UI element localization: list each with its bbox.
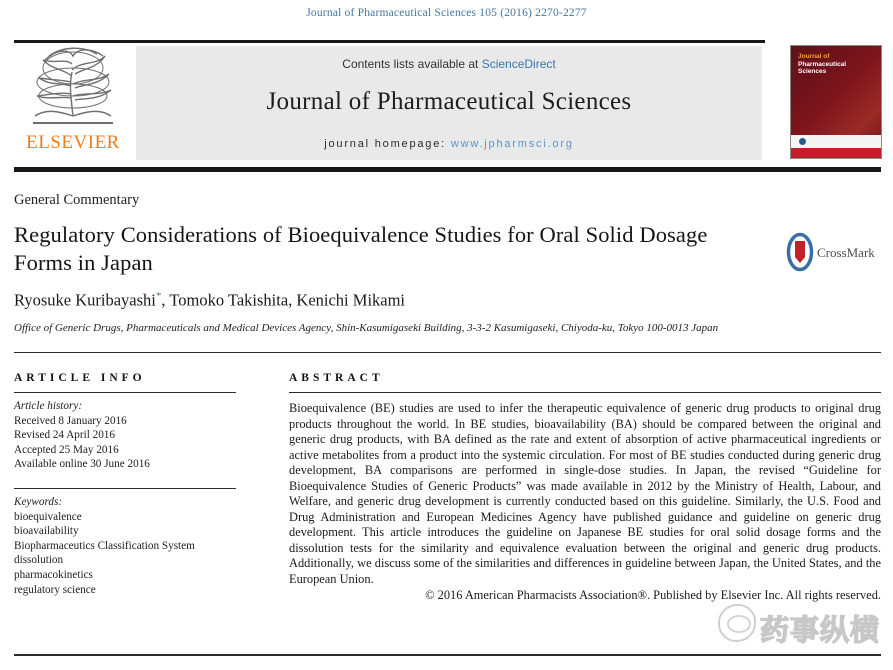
elsevier-wordmark: ELSEVIER: [26, 132, 120, 153]
homepage-link[interactable]: www.jpharmsci.org: [450, 138, 574, 150]
elsevier-logo: [14, 46, 132, 160]
watermark-text: 药事纵横: [760, 615, 881, 647]
homepage-line: [136, 138, 762, 150]
history-item: Revised 24 April 2016: [14, 429, 115, 442]
crossmark-badge[interactable]: [786, 231, 886, 273]
history-item: Accepted 25 May 2016: [14, 443, 119, 456]
header-rule: [14, 167, 881, 172]
article-title: Regulatory Considerations of Bioequivalence Studies for Oral Solid Dosage Forms in Japan: [14, 222, 708, 275]
crossmark-label: CrossMark: [817, 245, 875, 260]
divider-rule: [14, 352, 881, 353]
article-history-label: Article history:: [14, 400, 83, 412]
history-item: Available online 30 June 2016: [14, 458, 150, 471]
keywords-block: [14, 489, 236, 605]
top-rule: [14, 40, 765, 43]
keyword-item: bioavailability: [14, 525, 79, 538]
citation-line: Journal of Pharmaceutical Sciences 105 (2016) 2270-2277: [306, 7, 587, 19]
contents-text: Contents lists available at: [342, 57, 482, 71]
watermark-logo-icon: [718, 604, 756, 642]
journal-title: Journal of Pharmaceutical Sciences: [266, 88, 632, 115]
cover-title-line1: Journal of: [798, 53, 830, 60]
article-info-column: [14, 372, 236, 605]
journal-header-box: [136, 46, 762, 160]
cover-title-line3: Sciences: [798, 68, 827, 75]
author-name: Ryosuke Kuribayashi: [14, 290, 156, 310]
affiliation: Office of Generic Drugs, Pharmaceuticals and Medical Devices Agency, Shin-Kasumigaseki Building, 3-3-2 Kasumigaseki, Chiyoda-ku, Tokyo 100-0013 Japan: [14, 322, 719, 334]
abstract-heading: ABSTRACT: [289, 372, 384, 384]
abstract-column: [289, 372, 881, 603]
author-names-rest: , Tomoko Takishita, Kenichi Mikami: [161, 290, 406, 310]
crossmark-icon: [786, 231, 814, 273]
keyword-item: Biopharmaceutics Classification System: [14, 539, 195, 552]
keyword-item: dissolution: [14, 554, 64, 567]
abstract-rule: [289, 392, 881, 393]
cover-title-line2: Pharmaceutical: [798, 60, 847, 68]
contents-line: [136, 57, 762, 71]
bottom-rule: [14, 654, 881, 656]
author-list: [14, 290, 405, 311]
elsevier-tree-icon: [14, 46, 132, 134]
article-info-heading: ARTICLE INFO: [14, 372, 146, 384]
keywords-label: Keywords:: [14, 495, 63, 508]
abstract-text: Bioequivalence (BE) studies are used to infer the therapeutic equivalence of generic drug products to original drug products throughout the world. In BE studies, bioavailability (BA) should be compared between the original and generic drug products, with BA defined as the rate and extent of absorption of active pharmaceutical ingredients or active metabolites from a product into the systemic circulation. For most of BE studies conducted during generic drug development, BA comparisons are performed in single-dose studies. In Japan, the revised “Guideline for Bioequivalence Studies of Generic Products” was made available in 2012 by the Ministry of Health, Labour, and Welfare, and generic drug development is currently conducted based on this guideline. Similarly, the U.S. Food and Drug Administration and European Medicines Agency have published guidance and guideline on generic drug development. This article introduces the guideline on Japanese BE studies for oral solid dosage forms and the dissolution tests for the similarity and equivalence evaluation between the original and generic drug products. Additionally, we discuss some of the similarities and differences in guideline between Japan, the United States, and the European Union.: [289, 401, 881, 587]
watermark: [718, 600, 893, 652]
history-item: Received 8 January 2016: [14, 414, 127, 427]
cover-association-logo: [799, 138, 806, 145]
keyword-item: regulatory science: [14, 583, 96, 596]
abstract-copyright: © 2016 American Pharmacists Association®. Published by Elsevier Inc. All rights reserved.: [425, 587, 881, 602]
article-history-block: [14, 393, 236, 480]
homepage-label: journal homepage:: [324, 138, 451, 150]
keyword-item: bioequivalence: [14, 510, 82, 523]
cover-red-band: [791, 148, 881, 158]
cover-title: [798, 53, 846, 76]
corresponding-author-asterisk[interactable]: *: [155, 290, 162, 302]
section-label: General Commentary: [14, 192, 140, 208]
keyword-item: pharmacokinetics: [14, 568, 93, 581]
sciencedirect-link[interactable]: ScienceDirect: [481, 57, 556, 71]
journal-cover-thumbnail: [790, 45, 882, 159]
